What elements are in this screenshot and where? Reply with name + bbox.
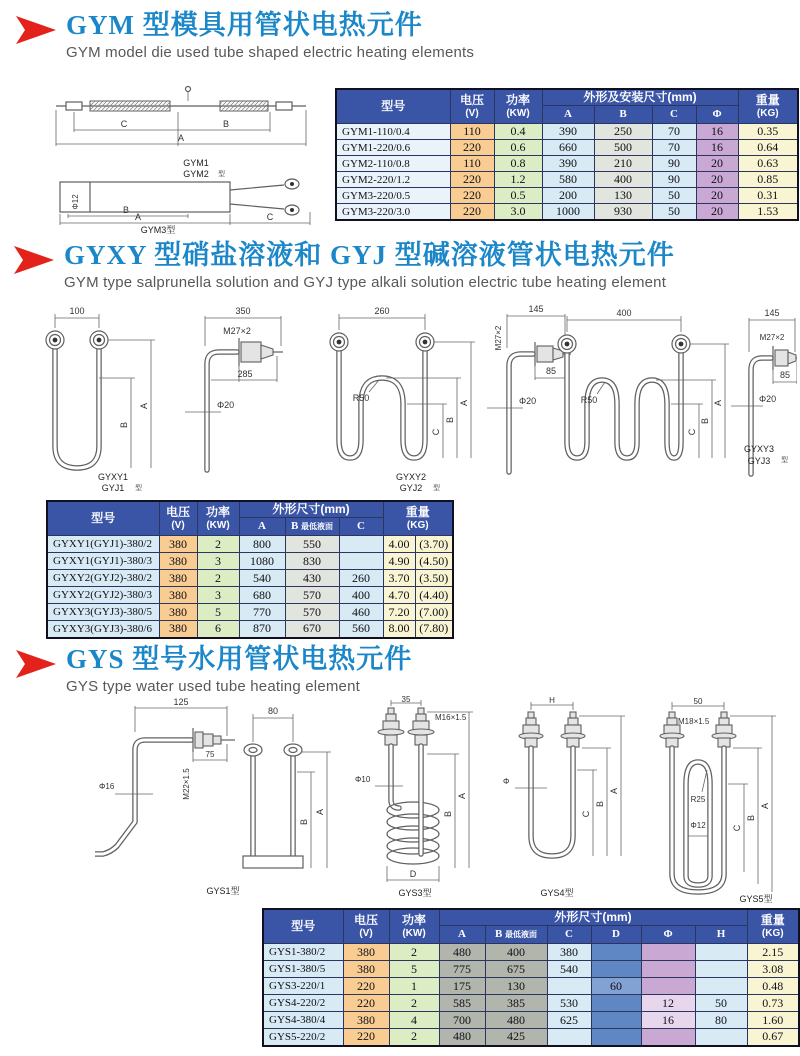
dim-label: A bbox=[760, 802, 770, 810]
dim-label: C bbox=[687, 428, 697, 436]
dim-label: B bbox=[595, 800, 605, 808]
section3-header bbox=[16, 642, 412, 695]
dim-label: 75 bbox=[205, 750, 215, 759]
dim-label: Φ20 bbox=[217, 400, 235, 410]
diagram-caption: GYS1型 bbox=[206, 886, 240, 896]
spec-row: GYM2-220/1.2 220 1.2 580 400 90 20 0.85 bbox=[336, 172, 798, 188]
thread-label: M22×1.5 bbox=[182, 768, 191, 800]
section1-title: GYM 型模具用管状电热元件 bbox=[66, 10, 423, 40]
gyxy2-drawing bbox=[330, 304, 571, 493]
type-char: 型 bbox=[433, 485, 440, 492]
dim-label: A bbox=[134, 212, 142, 222]
dim-label: B bbox=[746, 814, 756, 822]
diagram-caption: GYJ1 bbox=[101, 483, 125, 493]
spec-row: GYXY3(GYJ3)-380/5 380 5 770 570 460 7.20 (7.00) bbox=[47, 604, 453, 621]
dim-label: 85 bbox=[779, 370, 791, 380]
diagram-caption: GYS5型 bbox=[739, 894, 773, 904]
section3-subtitle: GYS type water used tube heating element bbox=[66, 678, 361, 695]
gym-spec-table bbox=[335, 88, 799, 221]
spec-row: GYS5-220/2 220 2 480 425 0.67 bbox=[263, 1029, 799, 1046]
diagram-caption: GYXY3 bbox=[743, 444, 775, 454]
section1-subtitle: GYM model die used tube shaped electric heating elements bbox=[66, 44, 475, 61]
spec-row: GYS3-220/1 220 1 175 130 60 0.48 bbox=[263, 978, 799, 995]
dim-label: Φ bbox=[503, 777, 510, 786]
dim-label: 400 bbox=[616, 308, 632, 318]
gyxy-gyj-spec-table bbox=[46, 500, 454, 639]
col-header-b: B 最低液面 bbox=[285, 518, 339, 536]
dim-label: A bbox=[459, 399, 469, 407]
dim-label: 80 bbox=[267, 706, 279, 716]
dim-label: 50 bbox=[693, 697, 703, 706]
col-header-phi: Φ bbox=[696, 106, 738, 124]
col-header-weight: 重量 (KG) bbox=[383, 501, 453, 536]
spec-row: GYXY2(GYJ2)-380/3 380 3 680 570 400 4.70 (4.40) bbox=[47, 587, 453, 604]
thread-label: M27×2 bbox=[759, 333, 785, 342]
spec-row: GYM1-220/0.6 220 0.6 660 500 70 16 0.64 bbox=[336, 140, 798, 156]
section3-title: GYS 型号水用管状电热元件 bbox=[66, 644, 413, 674]
spec-row: GYM1-110/0.4 110 0.4 390 250 70 16 0.35 bbox=[336, 124, 798, 140]
diagram-caption: GYM1 bbox=[183, 158, 209, 168]
col-header-power: 功率 (KW) bbox=[494, 89, 542, 124]
radius-label: R50 bbox=[580, 395, 598, 405]
section1-header bbox=[16, 8, 474, 61]
col-header-c: C bbox=[547, 926, 591, 944]
dim-label: D bbox=[409, 869, 417, 879]
dim-label: C bbox=[431, 428, 441, 436]
spec-row: GYS4-380/4 380 4 700 480 625 16 80 1.60 bbox=[263, 1012, 799, 1029]
spec-row: GYS1-380/5 380 5 775 675 540 3.08 bbox=[263, 961, 799, 978]
col-header-dimensions: 外形尺寸(mm) bbox=[439, 909, 747, 926]
col-header-model: 型号 bbox=[263, 909, 343, 944]
dim-label: 145 bbox=[764, 308, 780, 318]
spec-row: GYS1-380/2 380 2 480 400 380 2.15 bbox=[263, 944, 799, 961]
radius-label: R50 bbox=[352, 393, 370, 403]
col-header-model: 型号 bbox=[336, 89, 450, 124]
col-header-h: H bbox=[695, 926, 747, 944]
dim-label: Φ20 bbox=[759, 394, 777, 404]
spec-row: GYM3-220/0.5 220 0.5 200 130 50 20 0.31 bbox=[336, 188, 798, 204]
gym-diagram bbox=[38, 82, 330, 234]
diagram-caption: GYS3型 bbox=[398, 888, 432, 898]
col-header-b: B 最低液面 bbox=[485, 926, 547, 944]
section2-header bbox=[14, 238, 675, 291]
gys1-drawing bbox=[95, 697, 331, 896]
dim-label: B bbox=[299, 818, 309, 826]
dim-label: A bbox=[713, 399, 723, 407]
dim-label: C bbox=[120, 119, 128, 129]
dim-label: Φ20 bbox=[519, 396, 537, 406]
col-header-power: 功率 (KW) bbox=[389, 909, 439, 944]
diagram-caption: GYXY1 bbox=[97, 472, 129, 482]
spec-row: GYXY2(GYJ2)-380/2 380 2 540 430 260 3.70 (3.50) bbox=[47, 570, 453, 587]
dim-label: Φ10 bbox=[355, 775, 371, 784]
diagram-caption: GYXY2 bbox=[395, 472, 427, 482]
spec-row: GYXY1(GYJ1)-380/3 380 3 1080 830 4.90 (4.50) bbox=[47, 553, 453, 570]
diagram-caption: GYJ2 bbox=[399, 483, 423, 493]
thread-label: M27×2 bbox=[494, 325, 503, 351]
dim-label: 100 bbox=[69, 306, 85, 316]
dim-label: C bbox=[266, 212, 274, 222]
col-header-c: C bbox=[339, 518, 383, 536]
col-header-model: 型号 bbox=[47, 501, 159, 536]
type-char: 型 bbox=[218, 171, 225, 178]
col-header-voltage: 电压 (V) bbox=[450, 89, 494, 124]
diagram-caption: GYJ3 bbox=[747, 456, 771, 466]
col-header-c: C bbox=[652, 106, 696, 124]
gys3-drawing bbox=[355, 696, 473, 898]
col-header-b: B bbox=[594, 106, 652, 124]
spec-row: GYXY1(GYJ1)-380/2 380 2 800 550 4.00 (3.70) bbox=[47, 536, 453, 553]
dim-label: Φ12 bbox=[690, 821, 706, 830]
dim-label: B bbox=[445, 416, 455, 424]
type-char: 型 bbox=[781, 457, 788, 464]
dim-label: A bbox=[139, 402, 149, 410]
dim-label: B bbox=[122, 205, 130, 215]
dim-label: 35 bbox=[401, 696, 411, 704]
section2-subtitle: GYM type salprunella solution and GYJ type alkali solution electric tube heating element bbox=[64, 274, 667, 291]
thread-label: M27×2 bbox=[223, 326, 251, 336]
gys-diagrams bbox=[95, 696, 800, 906]
col-header-power: 功率 (KW) bbox=[197, 501, 239, 536]
gys4-drawing bbox=[503, 696, 625, 898]
col-header-a: A bbox=[542, 106, 594, 124]
dim-label: C bbox=[581, 810, 591, 818]
section-bullet-arrow-icon bbox=[14, 245, 54, 275]
dim-label: A bbox=[609, 787, 619, 795]
dim-label: B bbox=[443, 810, 453, 818]
spec-row: GYS4-220/2 220 2 585 385 530 12 50 0.73 bbox=[263, 995, 799, 1012]
dim-label: Φ16 bbox=[99, 782, 115, 791]
dim-label: 350 bbox=[235, 306, 251, 316]
section-bullet-arrow-icon bbox=[16, 15, 56, 45]
diagram-caption: GYS4型 bbox=[540, 888, 574, 898]
type-char: 型 bbox=[135, 485, 142, 492]
dim-label: 260 bbox=[374, 306, 390, 316]
col-header-weight: 重量 (KG) bbox=[738, 89, 798, 124]
col-header-dimensions: 外形尺寸(mm) bbox=[239, 501, 383, 518]
dim-label: A bbox=[315, 808, 325, 816]
dim-label: B bbox=[119, 421, 129, 429]
dim-label: 85 bbox=[545, 366, 557, 376]
gys-spec-table bbox=[262, 908, 800, 1047]
spec-row: GYM3-220/3.0 220 3.0 1000 930 50 20 1.53 bbox=[336, 204, 798, 221]
col-header-voltage: 电压 (V) bbox=[343, 909, 389, 944]
thread-label: M16×1.5 bbox=[435, 713, 467, 722]
gyxy3-drawing bbox=[558, 308, 797, 474]
col-header-phi: Φ bbox=[641, 926, 695, 944]
spec-row: GYXY3(GYJ3)-380/6 380 6 870 670 560 8.00 (7.80) bbox=[47, 621, 453, 638]
section2-title: GYXY 型硝盐溶液和 GYJ 型碱溶液管状电热元件 bbox=[64, 240, 675, 270]
dim-label: 285 bbox=[237, 369, 253, 379]
col-header-a: A bbox=[439, 926, 485, 944]
diagram-caption: GYM2 bbox=[183, 169, 209, 179]
gyxy1-drawing bbox=[46, 306, 283, 493]
thread-label: M18×1.5 bbox=[678, 717, 710, 726]
dim-label: Φ12 bbox=[71, 194, 80, 210]
spec-row: GYM2-110/0.8 110 0.8 390 210 90 20 0.63 bbox=[336, 156, 798, 172]
dim-label: C bbox=[732, 824, 742, 832]
radius-label: R25 bbox=[690, 795, 706, 804]
dim-label: A bbox=[177, 133, 185, 143]
col-header-weight: 重量 (KG) bbox=[747, 909, 799, 944]
dim-label: A bbox=[457, 792, 467, 800]
dim-label: B bbox=[700, 417, 710, 425]
gyxy-gyj-diagrams bbox=[5, 300, 797, 495]
col-header-voltage: 电压 (V) bbox=[159, 501, 197, 536]
col-header-d: D bbox=[591, 926, 641, 944]
col-header-a: A bbox=[239, 518, 285, 536]
dim-label: H bbox=[549, 696, 555, 705]
dim-label: B bbox=[222, 119, 230, 129]
col-header-dimensions: 外形及安装尺寸(mm) bbox=[542, 89, 738, 106]
dim-label: 145 bbox=[528, 304, 544, 314]
section-bullet-arrow-icon bbox=[16, 649, 56, 679]
diagram-caption: GYM3型 bbox=[140, 225, 176, 234]
dim-label: 125 bbox=[173, 697, 189, 707]
gys5-drawing bbox=[660, 697, 776, 904]
